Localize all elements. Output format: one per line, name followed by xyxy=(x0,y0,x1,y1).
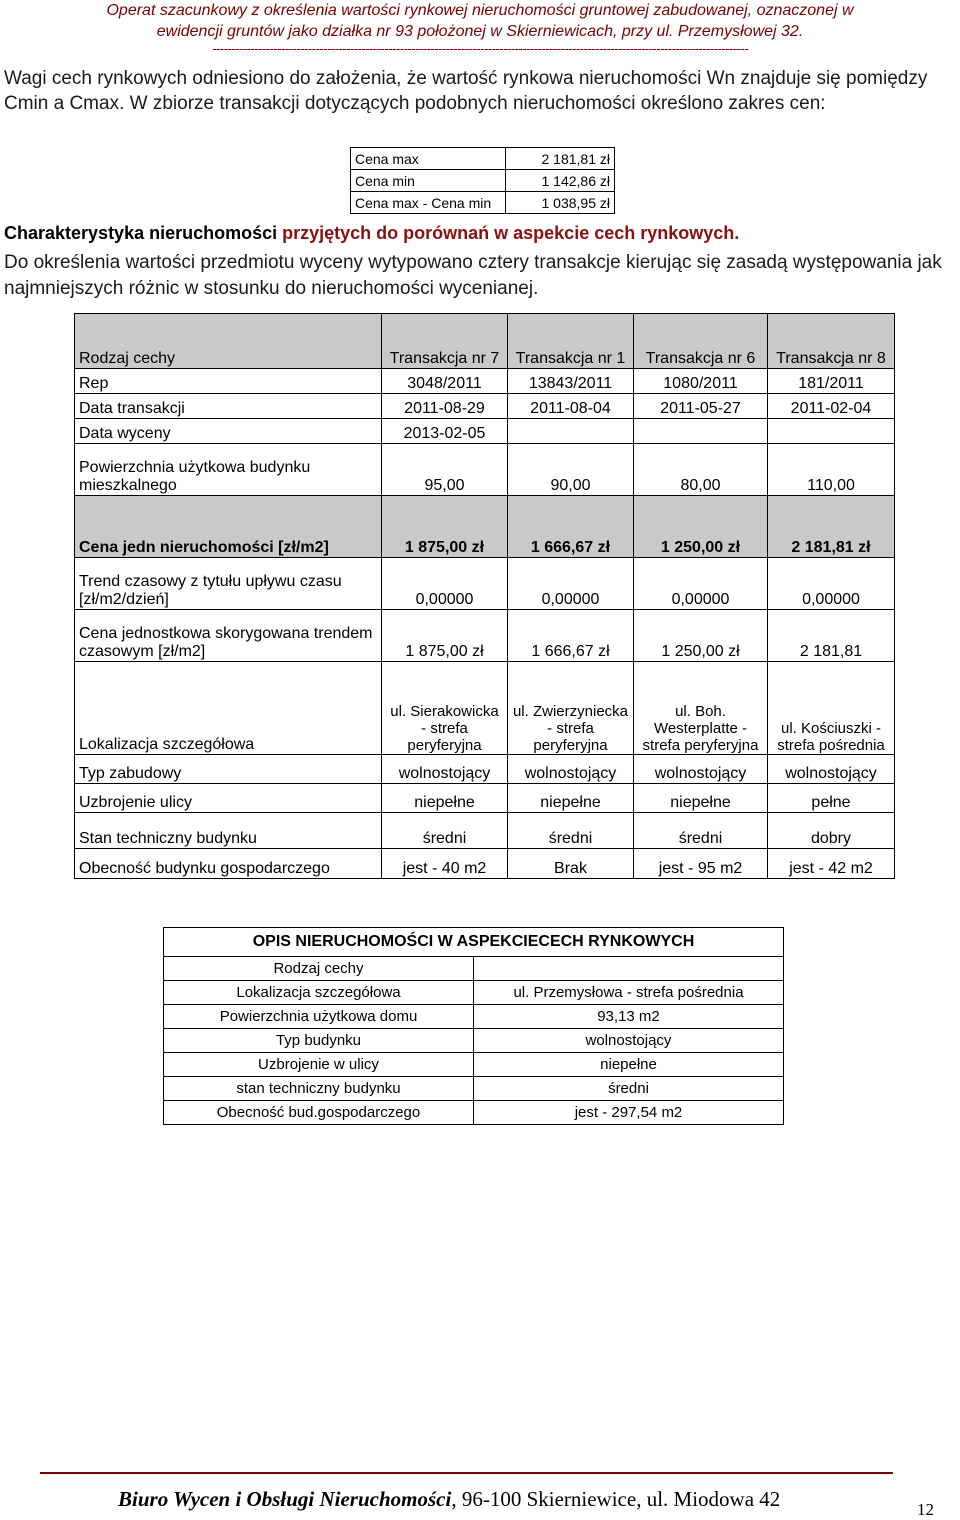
row-label: Uzbrojenie ulicy xyxy=(75,784,382,813)
row-label: Trend czasowy z tytułu upływu czasu [zł/m2/dzień] xyxy=(75,558,382,610)
section-heading-rest: przyjętych do porównań w aspekcie cech rynkowych. xyxy=(277,223,740,243)
footer-address: , 96-100 Skierniewice, ul. Miodowa 42 xyxy=(451,1487,781,1511)
table-row xyxy=(75,813,895,849)
cell: pełne xyxy=(768,784,895,813)
opis-row xyxy=(164,981,784,1005)
table-row xyxy=(75,369,895,394)
cell: 0,00000 xyxy=(382,558,508,610)
cell: Brak xyxy=(508,849,634,879)
cell: 0,00000 xyxy=(634,558,768,610)
cell: ul. Boh. Westerplatte - strefa peryferyjna xyxy=(634,662,768,755)
property-description-table xyxy=(163,927,784,1125)
cell: 1 666,67 zł xyxy=(508,610,634,662)
cell: jest - 95 m2 xyxy=(634,849,768,879)
range-row xyxy=(351,148,615,170)
table-row xyxy=(75,558,895,610)
opis-value: wolnostojący xyxy=(474,1029,784,1053)
cell: 2 181,81 zł xyxy=(768,496,895,558)
cell: 0,00000 xyxy=(768,558,895,610)
cell: wolnostojący xyxy=(768,755,895,784)
header-line-2: ewidencji gruntów jako działka nr 93 położonej w Skierniewicach, przy ul. Przemysłowej 32. xyxy=(156,23,804,40)
cell: średni xyxy=(634,813,768,849)
header-line-1: Operat szacunkowy z określenia wartości rynkowej nieruchomości gruntowej zabudowanej, oznaczonej w xyxy=(106,2,854,19)
cell: 13843/2011 xyxy=(508,369,634,394)
opis-row xyxy=(164,1077,784,1101)
cell: 80,00 xyxy=(634,444,768,496)
range-label: Cena max - Cena min xyxy=(351,192,506,214)
range-value: 1 038,95 zł xyxy=(506,192,615,214)
cell: 2011-02-04 xyxy=(768,394,895,419)
opis-label: Uzbrojenie w ulicy xyxy=(164,1053,474,1077)
comparison-table xyxy=(74,313,895,879)
range-value: 1 142,86 zł xyxy=(506,170,615,192)
cell: jest - 42 m2 xyxy=(768,849,895,879)
cell: ul. Zwierzyniecka - strefa peryferyjna xyxy=(508,662,634,755)
cell: wolnostojący xyxy=(508,755,634,784)
opis-value: niepełne xyxy=(474,1053,784,1077)
header-col: Transakcja nr 7 xyxy=(382,314,508,369)
cell: 1 250,00 zł xyxy=(634,610,768,662)
cell: 2011-08-29 xyxy=(382,394,508,419)
opis-label: Rodzaj cechy xyxy=(164,957,474,981)
opis-value: średni xyxy=(474,1077,784,1101)
cell: 1 875,00 zł xyxy=(382,496,508,558)
row-label: Data transakcji xyxy=(75,394,382,419)
cell: niepełne xyxy=(382,784,508,813)
opis-value: jest - 297,54 m2 xyxy=(474,1101,784,1125)
footer-company: Biuro Wycen i Obsługi Nieruchomości xyxy=(118,1487,452,1511)
opis-label: Lokalizacja szczegółowa xyxy=(164,981,474,1005)
cell: 1080/2011 xyxy=(634,369,768,394)
opis-label: stan techniczny budynku xyxy=(164,1077,474,1101)
cell: ul. Sierakowicka - strefa peryferyjna xyxy=(382,662,508,755)
opis-value: 93,13 m2 xyxy=(474,1005,784,1029)
cell: 110,00 xyxy=(768,444,895,496)
row-label: Typ zabudowy xyxy=(75,755,382,784)
range-label: Cena min xyxy=(351,170,506,192)
cell xyxy=(634,419,768,444)
opis-row xyxy=(164,1029,784,1053)
cell: ul. Kościuszki - strefa pośrednia xyxy=(768,662,895,755)
cell: 90,00 xyxy=(508,444,634,496)
range-label: Cena max xyxy=(351,148,506,170)
header-label: Rodzaj cechy xyxy=(75,314,382,369)
opis-title: OPIS NIERUCHOMOŚCI W ASPEKCIECECH RYNKOWYCH xyxy=(164,928,784,957)
row-label: Data wyceny xyxy=(75,419,382,444)
cell: średni xyxy=(508,813,634,849)
document-header xyxy=(0,0,960,56)
row-label: Cena jednostkowa skorygowana trendem czasowym [zł/m2] xyxy=(75,610,382,662)
table-row xyxy=(75,419,895,444)
cell: dobry xyxy=(768,813,895,849)
row-label: Obecność budynku gospodarczego xyxy=(75,849,382,879)
cell: 1 875,00 zł xyxy=(382,610,508,662)
header-col: Transakcja nr 1 xyxy=(508,314,634,369)
header-col: Transakcja nr 6 xyxy=(634,314,768,369)
cell: 2013-02-05 xyxy=(382,419,508,444)
row-label: Powierzchnia użytkowa budynku mieszkalnego xyxy=(75,444,382,496)
footer xyxy=(118,1487,780,1512)
opis-row xyxy=(164,957,784,981)
row-label: Cena jedn nieruchomości [zł/m2] xyxy=(75,496,382,558)
range-row xyxy=(351,170,615,192)
cell: jest - 40 m2 xyxy=(382,849,508,879)
opis-label: Obecność bud.gospodarczego xyxy=(164,1101,474,1125)
cell xyxy=(768,419,895,444)
cell: 1 666,67 zł xyxy=(508,496,634,558)
row-label: Stan techniczny budynku xyxy=(75,813,382,849)
price-range-table xyxy=(350,147,615,214)
cell: 2 181,81 xyxy=(768,610,895,662)
header-dash-line: -------------------------------------------------------------------------------------------------------------------------------------------- xyxy=(211,42,749,56)
cell: 0,00000 xyxy=(508,558,634,610)
cell xyxy=(508,419,634,444)
opis-label: Powierzchnia użytkowa domu xyxy=(164,1005,474,1029)
section-heading xyxy=(4,223,739,244)
cell: 1 250,00 zł xyxy=(634,496,768,558)
footer-divider xyxy=(40,1472,893,1474)
section-heading-bold: Charakterystyka nieruchomości xyxy=(4,223,278,243)
opis-row xyxy=(164,1053,784,1077)
opis-value: ul. Przemysłowa - strefa pośrednia xyxy=(474,981,784,1005)
table-row xyxy=(75,444,895,496)
table-row xyxy=(75,755,895,784)
cell: 2011-05-27 xyxy=(634,394,768,419)
cell: 181/2011 xyxy=(768,369,895,394)
intro-paragraph: Wagi cech rynkowych odniesiono do założenia, że wartość rynkowa nieruchomości Wn znajduje się pomiędzy Cmin a Cmax. W zbiorze transakcji dotyczących podobnych nieruchomości określono zakres cen: xyxy=(4,68,928,114)
cell: 3048/2011 xyxy=(382,369,508,394)
section-paragraph: Do określenia wartości przedmiotu wyceny wytypowano cztery transakcje kierując się zasadą występowania jak najmniejszych różnic w stosunku do nieruchomości wycenianej. xyxy=(4,252,942,299)
range-row xyxy=(351,192,615,214)
cell: 2011-08-04 xyxy=(508,394,634,419)
cell: wolnostojący xyxy=(382,755,508,784)
opis-row xyxy=(164,1101,784,1125)
table-row xyxy=(75,662,895,755)
page-number: 12 xyxy=(917,1500,934,1519)
row-label: Rep xyxy=(75,369,382,394)
table-row xyxy=(75,610,895,662)
table-row xyxy=(75,394,895,419)
header-col: Transakcja nr 8 xyxy=(768,314,895,369)
cell: średni xyxy=(382,813,508,849)
opis-header-row xyxy=(164,928,784,957)
table-row xyxy=(75,849,895,879)
opis-row xyxy=(164,1005,784,1029)
table-row-highlight xyxy=(75,496,895,558)
comparison-header-row xyxy=(75,314,895,369)
opis-value xyxy=(474,957,784,981)
cell: wolnostojący xyxy=(634,755,768,784)
range-value: 2 181,81 zł xyxy=(506,148,615,170)
opis-label: Typ budynku xyxy=(164,1029,474,1053)
cell: 95,00 xyxy=(382,444,508,496)
row-label: Lokalizacja szczegółowa xyxy=(75,662,382,755)
table-row xyxy=(75,784,895,813)
cell: niepełne xyxy=(508,784,634,813)
cell: niepełne xyxy=(634,784,768,813)
